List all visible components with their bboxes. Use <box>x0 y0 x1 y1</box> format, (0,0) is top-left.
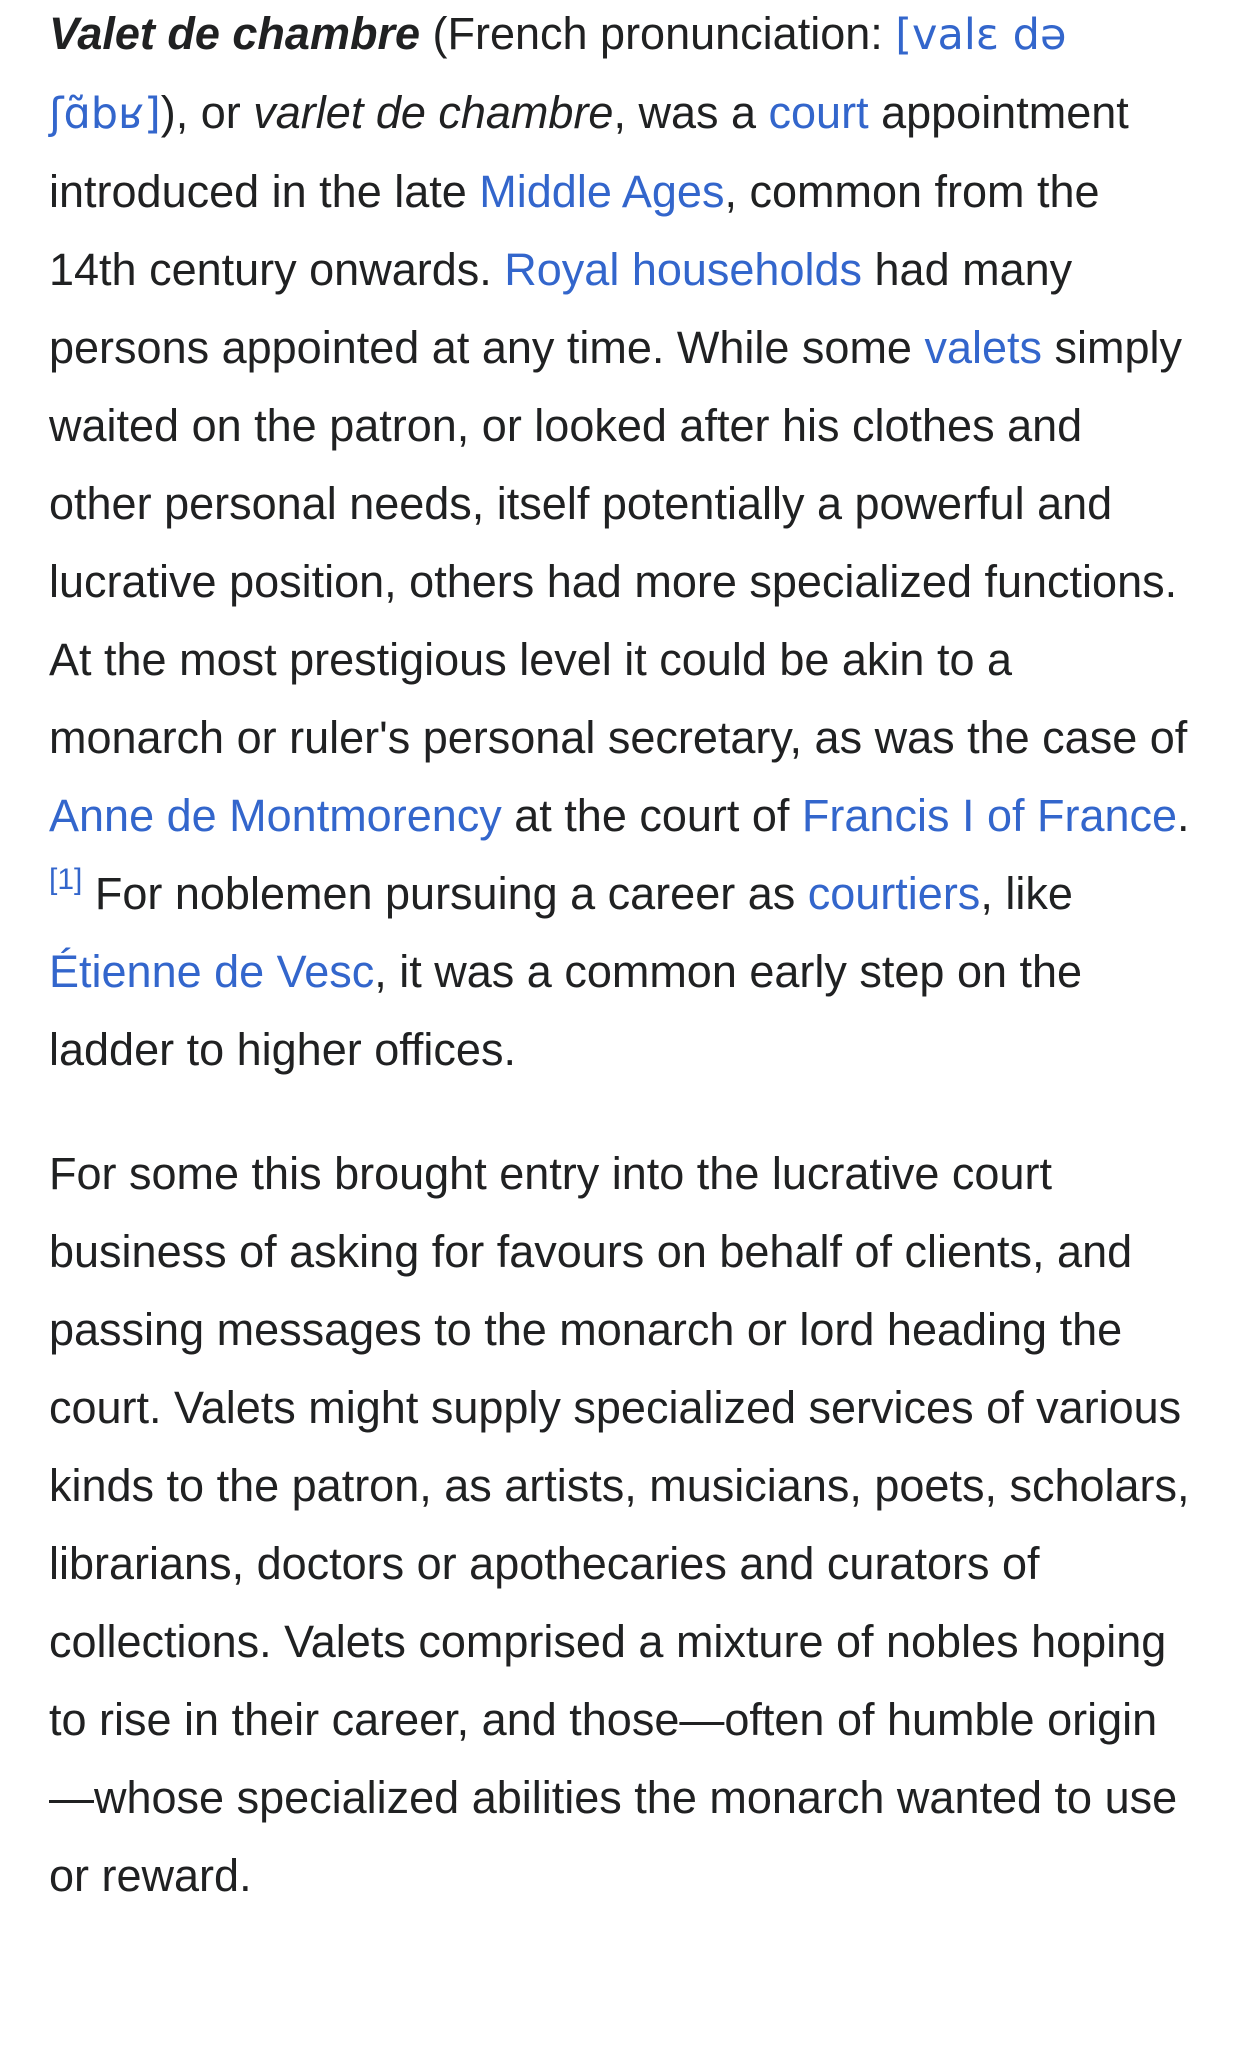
paragraph-text: , it was a common early step on the ladder to higher offices. <box>49 946 1083 1075</box>
link-anne-de-montmorency[interactable]: Anne de Montmorency <box>49 790 502 841</box>
link-valets[interactable]: valets <box>924 322 1043 373</box>
paragraph-2: For some this brought entry into the lucrative court business of asking for favours on behalf of clients, and passing messages to the monarch or lord heading the court. Valets might supply specialized services of various kinds to the patron, as artists, musicians, poets, scholars, librarians, doctors or apothecaries and curators of collections. Valets comprised a mixture of nobles hoping to rise in their career, and those—often of humble origin—whose specialized abilities the monarch wanted to use or reward. <box>49 1148 1190 1901</box>
link-royal-households[interactable]: Royal households <box>504 244 863 295</box>
paragraph-1 <box>49 0 1193 1089</box>
reference-1-link[interactable]: [1] <box>49 863 83 896</box>
alternate-term: varlet de chambre <box>253 87 614 138</box>
paragraph-text: (French pronunciation: <box>420 8 896 59</box>
link-court[interactable]: court <box>768 87 869 138</box>
paragraph-text: ), or <box>160 87 254 138</box>
article-term: Valet de chambre <box>49 8 420 59</box>
link-middle-ages[interactable]: Middle Ages <box>479 166 725 217</box>
paragraph-text: , like <box>980 868 1073 919</box>
paragraph-text: , common from the 14th century onwards. <box>49 166 1100 295</box>
paragraph-text: simply waited on the patron, or looked after his clothes and other personal needs, itself potentially a powerful and lucrative position, others had more specialized functions. At the most prestigious level it could be akin to a monarch or ruler's personal secretary, as was the case of <box>49 322 1188 763</box>
paragraph-text: For noblemen pursuing a career as <box>82 868 808 919</box>
link-etienne-de-vesc[interactable]: Étienne de Vesc <box>49 946 375 997</box>
link-francis-i-of-france[interactable]: Francis I of France <box>801 790 1178 841</box>
paragraph-text: , was a <box>613 87 769 138</box>
link-courtiers[interactable]: courtiers <box>807 868 981 919</box>
paragraph-text: had many persons appointed at any time. While some <box>49 244 1073 373</box>
paragraph-text: . <box>1177 790 1190 841</box>
paragraph-text: appointment introduced in the late <box>49 87 1129 217</box>
paragraph-text: at the court of <box>501 790 802 841</box>
ipa-pronunciation-link[interactable]: [valɛ də ʃɑ̃bʁ] <box>49 10 1067 139</box>
